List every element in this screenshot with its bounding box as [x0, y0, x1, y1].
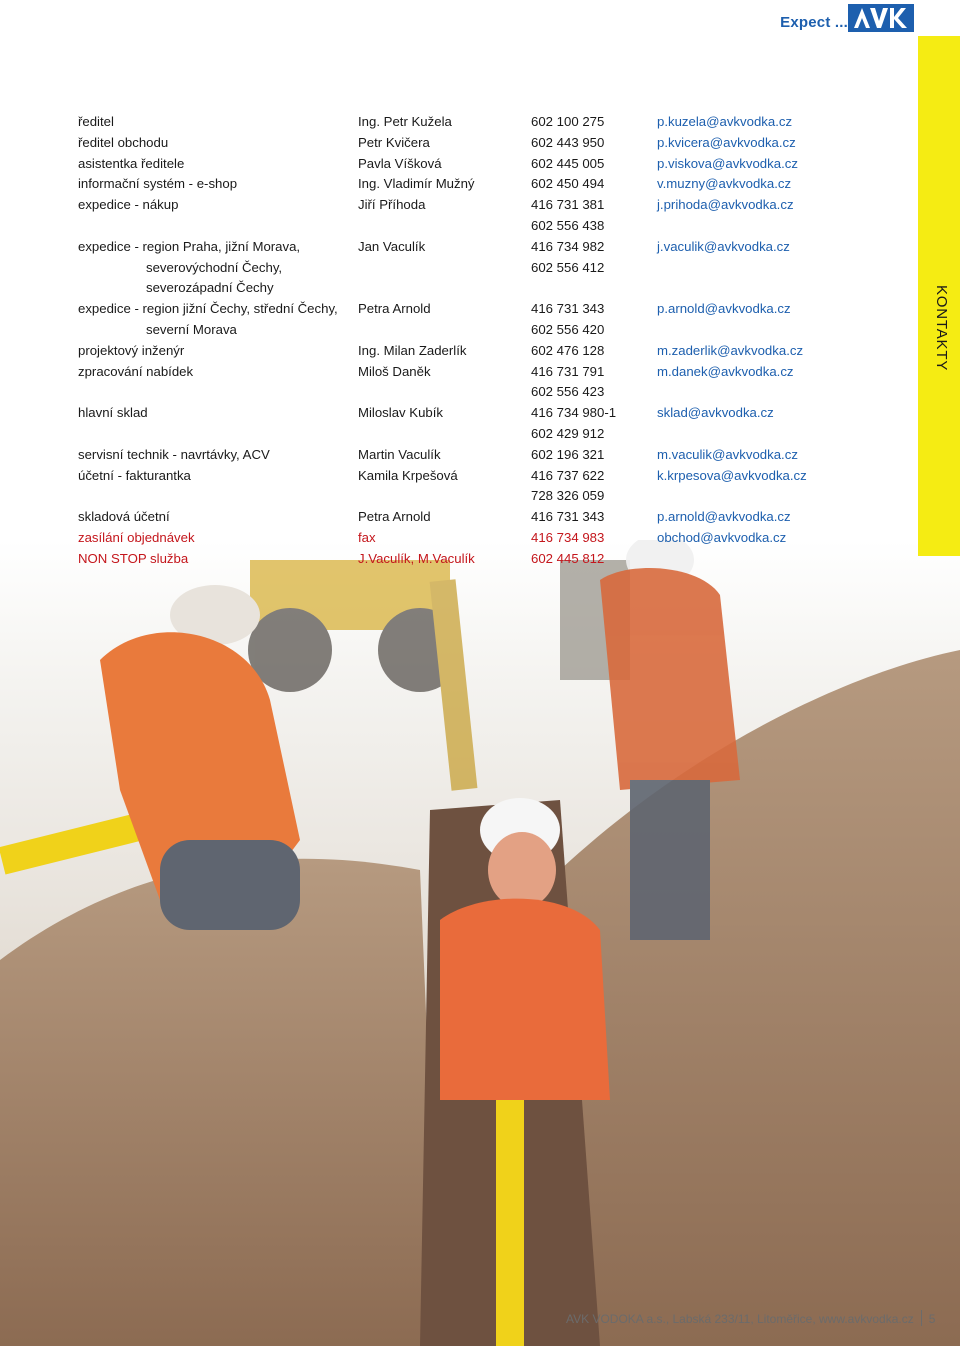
- contact-phone: 728 326 059: [531, 488, 605, 504]
- contact-name: Ing. Vladimír Mužný: [358, 176, 475, 192]
- contact-phone: 416 734 983: [531, 529, 605, 545]
- contact-name: Jiří Příhoda: [358, 197, 426, 213]
- contact-name: Kamila Krpešová: [358, 467, 458, 483]
- contact-phone: 602 100 275: [531, 114, 605, 129]
- contact-row: [78, 112, 838, 133]
- contact-email[interactable]: m.danek@avkvodka.cz: [657, 363, 794, 379]
- contact-role: expedice - nákup: [78, 197, 179, 213]
- contact-row: [78, 528, 838, 549]
- contact-phone: 416 731 343: [531, 509, 605, 525]
- contact-email[interactable]: p.arnold@avkvodka.cz: [657, 509, 791, 525]
- contact-role: severovýchodní Čechy,: [146, 259, 283, 275]
- contacts-table: [78, 112, 838, 570]
- contact-name: Ing. Petr Kužela: [358, 114, 452, 129]
- contact-name: Ing. Milan Zaderlík: [358, 342, 467, 358]
- contact-email[interactable]: p.arnold@avkvodka.cz: [657, 301, 791, 317]
- contact-role: zpracování nabídek: [78, 363, 194, 379]
- contact-row: [78, 549, 838, 570]
- contact-name: Petra Arnold: [358, 509, 431, 525]
- contact-name: Pavla Víšková: [358, 155, 442, 171]
- brand-tagline: Expect ...: [780, 14, 848, 31]
- contact-role: asistentka ředitele: [78, 155, 185, 171]
- contact-phone: 602 445 005: [531, 155, 605, 171]
- contact-role: NON STOP služba: [78, 550, 189, 566]
- contact-phone: 602 556 438: [531, 217, 605, 233]
- contact-name: J.Vaculík, M.Vaculík: [358, 550, 475, 566]
- footer-address: AVK VODOKA a.s., Labská 233/11, Litoměřice, www.avkvodka.cz: [566, 1312, 914, 1326]
- contact-name: Martin Vaculík: [358, 446, 441, 462]
- contact-email[interactable]: p.viskova@avkvodka.cz: [657, 155, 798, 171]
- contact-role: skladová účetní: [78, 509, 170, 525]
- contact-name: Petr Kvičera: [358, 134, 430, 150]
- contact-email[interactable]: j.vaculik@avkvodka.cz: [657, 238, 790, 254]
- contact-role: projektový inženýr: [78, 342, 185, 358]
- contact-role: severní Morava: [146, 321, 237, 337]
- contact-row: [78, 133, 838, 154]
- contact-row: [78, 216, 838, 237]
- contact-name: Miloš Daněk: [358, 363, 431, 379]
- contact-row: [78, 507, 838, 528]
- contact-row: [78, 445, 838, 466]
- contact-row: [78, 403, 838, 424]
- contact-row: [78, 237, 838, 258]
- contact-role: ředitel: [78, 114, 114, 129]
- contact-email[interactable]: obchod@avkvodka.cz: [657, 529, 787, 545]
- contact-email[interactable]: p.kvicera@avkvodka.cz: [657, 134, 796, 150]
- contact-name: Petra Arnold: [358, 301, 431, 317]
- contact-row: [78, 486, 838, 507]
- contact-phone: 416 734 980-1: [531, 405, 617, 421]
- avk-logo-icon: [848, 4, 914, 32]
- contact-phone: 602 556 423: [531, 384, 605, 400]
- contact-role: expedice - region jižní Čechy, střední Čechy,: [78, 301, 338, 317]
- contact-email[interactable]: k.krpesova@avkvodka.cz: [657, 467, 807, 483]
- contact-row: [78, 341, 838, 362]
- contact-row: [78, 424, 838, 445]
- contact-email[interactable]: p.kuzela@avkvodka.cz: [657, 114, 793, 129]
- contact-role: servisní technik - navrtávky, ACV: [78, 446, 270, 462]
- contact-email[interactable]: sklad@avkvodka.cz: [657, 405, 774, 421]
- contact-role: hlavní sklad: [78, 405, 148, 421]
- contact-row: [78, 299, 838, 320]
- contact-email[interactable]: j.prihoda@avkvodka.cz: [657, 197, 794, 213]
- contact-role: expedice - region Praha, jižní Morava,: [78, 238, 301, 254]
- page-number: 5: [928, 1312, 936, 1326]
- footer-divider: [921, 1310, 922, 1326]
- contact-email[interactable]: v.muzny@avkvodka.cz: [657, 176, 792, 192]
- contact-phone: 602 196 321: [531, 446, 605, 462]
- side-tab-label: KONTAKTY: [933, 285, 950, 372]
- contact-phone: 416 731 791: [531, 363, 605, 379]
- contact-phone: 602 429 912: [531, 425, 605, 441]
- contact-phone: 416 737 622: [531, 467, 605, 483]
- footer: [566, 1310, 935, 1326]
- contact-row: [78, 320, 838, 341]
- contact-row: [78, 362, 838, 383]
- contact-role: informační systém - e-shop: [78, 176, 238, 192]
- contact-email[interactable]: m.vaculik@avkvodka.cz: [657, 446, 798, 462]
- contact-row: [78, 174, 838, 195]
- contact-phone: 416 734 982: [531, 238, 605, 254]
- contact-phone: 602 443 950: [531, 134, 605, 150]
- contact-phone: 416 731 343: [531, 301, 605, 317]
- contact-name: Jan Vaculík: [358, 238, 426, 254]
- contact-row: [78, 466, 838, 487]
- contact-row: [78, 154, 838, 175]
- workers-trench-photo: [0, 540, 960, 1346]
- contact-phone: 602 556 412: [531, 259, 605, 275]
- contact-phone: 602 556 420: [531, 321, 605, 337]
- contact-phone: 602 476 128: [531, 342, 605, 358]
- contact-role: ředitel obchodu: [78, 134, 169, 150]
- contact-phone: 602 450 494: [531, 176, 605, 192]
- contact-email[interactable]: m.zaderlik@avkvodka.cz: [657, 342, 804, 358]
- contact-role: zasílání objednávek: [78, 529, 195, 545]
- contact-name: Miloslav Kubík: [358, 405, 444, 421]
- contact-row: [78, 382, 838, 403]
- contact-row: [78, 258, 838, 279]
- contact-phone: 416 731 381: [531, 197, 605, 213]
- contact-row: [78, 195, 838, 216]
- contact-phone: 602 445 812: [531, 550, 605, 566]
- contact-role: severozápadní Čechy: [146, 280, 274, 296]
- contact-name: fax: [358, 529, 376, 545]
- contact-role: účetní - fakturantka: [78, 467, 191, 483]
- contact-row: [78, 278, 838, 299]
